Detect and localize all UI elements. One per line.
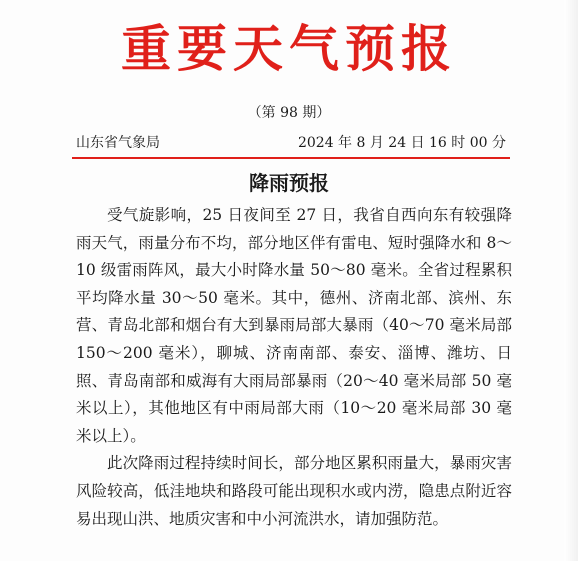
document-headline: 重要天气预报 (121, 19, 457, 78)
forecast-title: 降雨预报 (249, 171, 329, 195)
page-edge-shadow (564, 0, 578, 561)
forecast-body (76, 202, 512, 533)
body-paragraph-2: 此次降雨过程持续时间长，部分地区累积雨量大，暴雨灾害风险较高，低洼地块和路段可能出现积水或内涝，隐患点附近容易出现山洪、地质灾害和中小河流洪水，请加强防范。 (76, 454, 512, 528)
issue-number: （第 98 期） (247, 105, 331, 121)
issuer-date-row (76, 133, 506, 153)
red-divider (72, 157, 510, 159)
body-paragraph-1: 受气旋影响，25 日夜间至 27 日，我省自西向东有较强降雨天气，雨量分布不均，部分地区伴有雷电、短时强降水和 8～10 级雷雨阵风，最大小时降水量 50～80 毫米。全省过程累积平均降水量 30～50 毫米。其中，德州、济南北部、滨州、东营、青岛北部和烟台有大到暴雨局部大暴雨（40～70 毫米局部 150～200 毫米），聊城、济南南部、泰安、淄博、潍坊、日照、青岛南部和威海有大雨局部暴雨（20～40 毫米局部 50 毫米以上），其他地区有中雨局部大雨（10～20 毫米局部 30 毫米以上）。 (76, 206, 512, 445)
issuer-name: 山东省气象局 (76, 135, 160, 151)
issue-datetime: 2024 年 8 月 24 日 16 时 00 分 (297, 135, 506, 151)
